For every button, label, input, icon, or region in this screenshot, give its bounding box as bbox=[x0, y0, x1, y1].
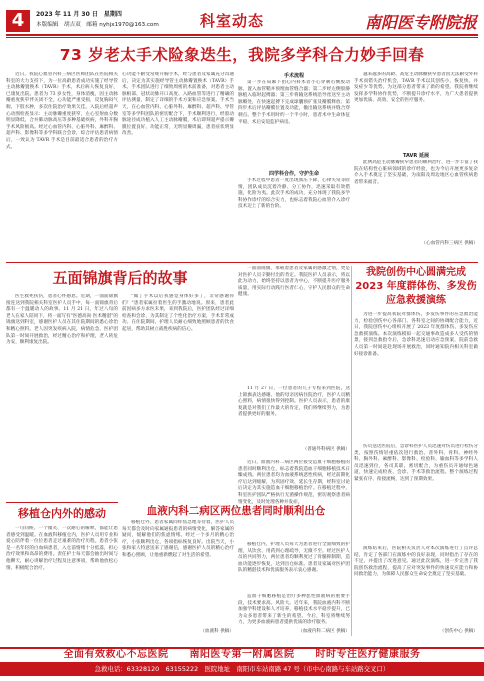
lead-col-2: 心功能不耐受常规开胸手术，经与患者及家属充分沟通后，决定为其实施经导管主动脉瓣置换术（TAVR）手术。手术团队进行了细致周密的术前准备，对患者主动脉根部、冠状动脉开口高度、入路血管等进行了精确的评估测量，制定了详细的手术方案和应急预案。手术当天，在心血管内科、心脏外科、麻醉科、超声科、导管室等多学科团队的密切配合下，手术顺利进行，经股动脉途径成功植入人工主动脉瓣膜，术后即刻超声提示瓣膜位置良好、功能正常，无明显瓣周漏，患者症状明显改善。 bbox=[122, 72, 234, 137]
banner-story-signature: （普通外科病区 供稿） bbox=[302, 447, 350, 452]
paper-name-logo bbox=[362, 9, 480, 35]
lead-col-4: 越来越多的高龄、高危主动脉瓣狭窄患者因无法耐受外科手术而错失治疗机会，TAVR 手术以其创伤小、恢复快、并发症少等优势，为这部分患者带来了新的希望。我院将继续发挥多学科协作优势，不断提升诊疗水平，为广大患者提供更加优质、高效、安全的医疗服务。 bbox=[354, 72, 478, 104]
banner-story-col-2: "做了手术以后我感觉身体好多了，非常感谢你们！"患者家属拉着医生的手激动地说。原来，患者此前因病多方求医未果，来到我院后，医护团队经过详细检查和会诊，为其制定了个性化治疗方案，手术非常成功。在住院期间，护理人员耐心细致地照顾患者的饮食起居，帮助其树立战胜疾病的信心。 bbox=[122, 294, 234, 332]
lead-col-3b: 手术过程中患者一度出现血压下降、心律失常等险情，团队成员沉着冷静、分工协作，迅速采取有效措施，化险为夷。此次手术的成功，充分体现了我院多学科协作诊疗的综合实力，也标志着我院心血管介入诊疗技术迈上了新的台阶。 bbox=[238, 178, 350, 210]
editor-info: 本版编辑 胡吉双 邮箱 nyhjx1970@163.com bbox=[36, 22, 159, 28]
lead-headline: 73 岁老太手术险象迭生，我院多学科合力妙手回春 bbox=[59, 46, 425, 64]
hematology-story-headline: 血液内科二病区两位患者同时顺利出仓 bbox=[146, 505, 326, 517]
transplant-story-headline: 移植仓内外的感动 bbox=[18, 507, 106, 520]
hematology-story-signature: （血液内科二病区 供稿） bbox=[298, 629, 350, 634]
footer-slogan: 全面有效救心不忘医院 南阳医专第一附属医院 时时专注医疗健康服务 bbox=[63, 649, 421, 660]
hematology-story-col-1: 近日，血液内科二病区两位接受造血干细胞移植的患者同时顺利出仓，标志着我院造血干细胞移植技术日臻成熟。两位患者均为血液系统恶性疾病，经过前期化疗后达到缓解，为巩固疗效、延长生存期，经科室讨论后决定为其实施造血干细胞移植治疗。在移植过程中，科室医护团队严格执行无菌操作规范，密切观察患者病情变化，及时处理各种并发症。 bbox=[238, 460, 350, 505]
transplant-story-signature: （血液科 供稿） bbox=[200, 629, 234, 634]
banner-story-col-3b: 11 月 27 日，一位患者的儿子专程来到医院，送上锦旗表达感谢。他的母亲因病住院治疗，医护人员精心照料，病情很快得到控制。医护人员表示，患者的康复就是对我们工作最大的肯定，我们将继续努力，为患者提供更好的服务。 bbox=[238, 386, 350, 418]
lead-divider bbox=[6, 262, 478, 263]
hematology-story-col-2: 移植仓内，护理人员每天为患者进行全面细致的护理，从饮食、用药到心理疏导，无微不至。经过医护人员的共同努力，两位患者均顺利度过了骨髓抑制期，造血功能逐步恢复，达到出仓标准。患者及家属对医护团队的精湛技术和优质服务表示衷心感谢。 bbox=[238, 542, 350, 574]
footer-band bbox=[0, 638, 484, 648]
lead-sub-heading-1: 手术流程 bbox=[283, 73, 304, 79]
lead-sub-heading-3: TAVR 延展 bbox=[402, 153, 429, 159]
drill-story-col-2: 伤员送达医院后，急诊科医护人员迅速对伤员进行检伤分类，按照伤情轻重依次进行救治。普外科、骨科、神经外科、胸外科、麻醉科、影像科、检验科、输血科等多学科人员迅速到位，各司其职、密切配合，为重伤员开通绿色通道，快速完成检查、会诊、手术等救治流程。整个演练过程紧张有序、衔接流畅，达到了预期效果。 bbox=[354, 444, 478, 482]
header-rule-thin bbox=[6, 37, 478, 38]
lead-sub-heading-2: 四学科合作，守护生命 bbox=[268, 171, 319, 177]
banner-story-col-3: 一面面锦旗，承载着患者及家属的感激之情，更是对医护人员辛勤付出的肯定。我院医护人员表示，将以此为动力，始终坚持以患者为中心，不断提升医疗服务质量，用实际行动践行医者仁心，守护人民群众的生命健康。 bbox=[238, 266, 350, 298]
drill-story-col-1: 为进一步提高我院对群体伤、多发伤事件的应急救治能力，检验创伤中心各部门、各科室之间的协调配合能力，近日，我院创伤中心组织开展了 2023 年度群体伤、多发伤应急救援演练。本次演练模拟一起交通事故造成多人受伤的情景，接到急救指令后，急诊科迅速启动应急预案，院前急救人员第一时间赶赴现场开展救治，同时通知院内相关科室做好接诊准备。 bbox=[354, 312, 478, 357]
header-rule bbox=[6, 34, 478, 36]
section-title: 科室动态 bbox=[200, 12, 265, 30]
banner-story-col-1: 医生救死扶伤，患者心怀感恩。近期，一面面锦旗接连送到我院相关科室医护人员手中，每一面锦旗背后都有一个温暖动人的故事。11 月 21 日，年过八旬的老人在家人陪同下，将一面写有"医德高尚 医术精湛"的锦旗送到科室，感谢医护人员在其住院期间的悉心诊治和精心照料。老人因突发疾病入院，病情危急，医护团队第一时间开展救治，经过精心治疗和护理，老人转危为安，顺利康复出院。 bbox=[6, 294, 118, 346]
lead-col-1: 近日，我院心血管内科三病区医师团队在医院相关科室的大力支持下，为一位高龄患者成功实施了经导管主动脉瓣置换术（TAVR）手术，术后病人恢复良好，已康复出院。患者为 73 岁女性，身体消瘦，因主动脉瓣重度狭窄伴关闭不全，心功能严重受损，反复胸闷气喘、下肢水肿，多次住院治疗效果欠佳。入院后经超声心动图检查显示：主动脉瓣重度狭窄，左心室射血分数明显降低，合并肺动脉高压等多种基础疾病，外科开胸手术风险极高。经过心血管内科、心脏外科、麻醉科、超声科、影像科等多学科联合会诊，综合评估患者病情后，一致认为 TAVR 手术是目前最适合患者的治疗方式。 bbox=[6, 72, 118, 150]
column-divider bbox=[351, 266, 352, 636]
page-number: 4 bbox=[6, 10, 30, 32]
transplant-story-col-2: 移植仓外，患者家属同样焦急地等待着。医护人员每天都会及时向家属通报患者的病情变化，解答家属的疑问，缓解他们的焦虑情绪。经过一个多月的精心治疗，小张顺利出仓，各项指标恢复良好。出院当天，小张和家人特意送来了感谢信，感谢医护人员的精心治疗和悉心照顾，让他重新燃起了对生活的希望。 bbox=[122, 520, 234, 558]
lead-signature: （心血管内科三病区 供稿） bbox=[421, 241, 478, 246]
paper-name-text: 南阳医专附院报 bbox=[364, 13, 478, 32]
issue-date: 2023 年 11 月 30 日 星期四 bbox=[36, 11, 122, 18]
hematology-story-col-3: 造血干细胞移植是治疗多种恶性血液病的重要手段，技术要求高、风险大。近年来，我院血液内科不断加强学科建设和人才培养，移植技术水平稳步提升，已为众多患者带来了新生的希望。今后，科室将继续努力，为更多血液病患者提供优质的诊疗服务。 bbox=[238, 594, 350, 626]
transplant-divider bbox=[6, 502, 118, 503]
footer-contact-bar: 急救电话：63328120 63155222 医院地址 南阳市车站南路 47 号（市中心南路与车站路交叉口） bbox=[0, 662, 484, 676]
drill-story-signature: （创伤中心 供稿） bbox=[439, 629, 478, 634]
drill-story-headline: 我院创伤中心圆满完成 2023 年度群体伤、多发伤应急救援演练 bbox=[355, 267, 477, 306]
transplant-story-col-1: 一句问候、一个微笑、一次耐心的解释，都能让患者感受到温暖。在血液科移植仓内，医护人员用专业和爱心陪伴着一位位患者走过艰难的治疗历程。患者小张是一名年轻的白血病患者，入仓前情绪十分低落，担心治疗效果和高昂的费用。责任护士每天都会抽出时间与他聊天，耐心讲解治疗过程及注意事项，帮助他放松心情、积极配合治疗。 bbox=[6, 526, 118, 571]
lead-col-4b: 此例高危主动脉瓣狭窄患者的顺利治疗，进一步丰富了我院在结构性心脏病领域的诊疗经验，也为今后开展更多复杂介入手术奠定了坚实基础，为南阳及周边地区心血管疾病患者带来福音。 bbox=[354, 160, 478, 185]
drill-story-col-3: 演练结束后，医院相关负责人对本次演练进行了点评总结，肯定了各部门在演练中的良好表现，同时指出了存在的不足，并提出了改进意见。通过此次演练，进一步完善了我院创伤救治流程，提高了应对突发事件的快速反应能力和协同救治能力，为保障人民群众生命安全奠定了坚实基础。 bbox=[354, 546, 478, 578]
lead-col-3: 第一步在局麻下由心内科术者小心穿刺右侧股动脉，置入血管鞘并预埋血管缝合器；第二步经左侧股静脉植入临时起搏器；第三步将输送系统沿导丝送至主动脉瓣处，在快速起搏下完成球囊预扩张及瓣膜释放；第四步术后评估瓣膜位置及功能，撤出输送系统并缝合穿刺点。整个手术用时约一个半小时，患者术中生命体征平稳，术后安返监护病房。 bbox=[238, 80, 350, 125]
banner-story-headline: 五面锦旗背后的故事 bbox=[52, 269, 188, 287]
